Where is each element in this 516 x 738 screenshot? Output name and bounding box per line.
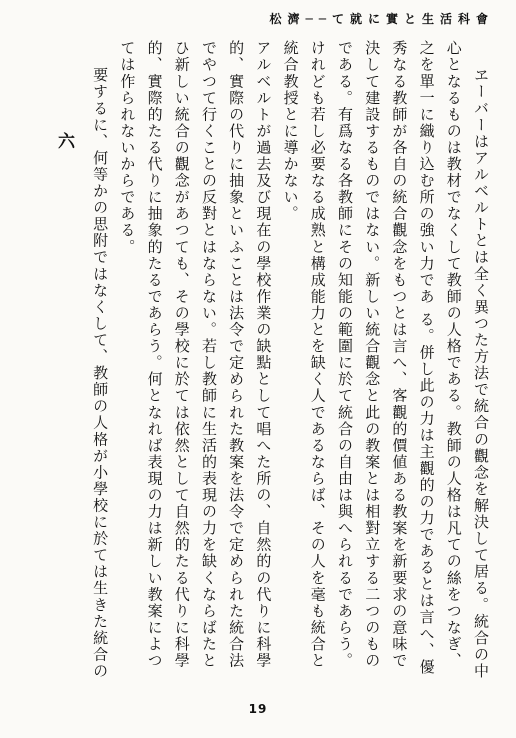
paragraph-1-text: ヱーバーはアルベルトとは全く異つた方法で統合の觀念を解決して居る。統合の中心となるものは教材でなくして教師の人格である。教師の人格は凡ての絲をつなぎ、之を單一に織り込む所の強い力であ る。併し此の力は主觀的の力であるとは言へ、優秀なる教師が各自の統合觀念をもつとは言へ、客觀的價値ある教案を新要求の意味で決して建設するものではない。新しい統合觀念と此の教案とは相對立する二つのものである。有爲なる各教師にその知能の範圍に於て統合の自由は與へられるであらう。けれども若し必要なる成熟と構成能力とを缺く人であるならば、その人を毫も統合と統合教授とに導かない。 — [281, 40, 490, 680]
running-head — [24, 10, 494, 32]
section-number: 六 — [54, 132, 74, 149]
page-number: 19 — [248, 702, 268, 716]
paragraph-3-text: 要するに、何等かの思附ではなくして、教師の人格が小學校に於ては生きた統合の — [91, 67, 110, 680]
running-head-right: 會科 — [457, 12, 494, 26]
body-text — [84, 40, 494, 680]
paragraph-2-text: アルベルトが過去及び現在の學校作業の缺點として唱へた所の、自然的の代りに科學的、實際の代りに抽象といふことは法令で定められた教案を法令で定められた統合法でやつて行くことの反對とはならない。若し教師に生活的表現の力を缺くならばたとひ新しい統合の觀念があつても、その學校に於ては依然として自然的たる代りに科學的、實際的たる代りに抽象的たるであらう。何となれば表現の力は新しい教案によつては作られないからである。 — [118, 40, 273, 669]
paragraph-3 — [84, 40, 113, 680]
paragraph-1 — [276, 40, 494, 680]
running-head-title: 活生と實に就て──濟松 — [269, 12, 458, 26]
paragraph-2 — [113, 40, 276, 680]
